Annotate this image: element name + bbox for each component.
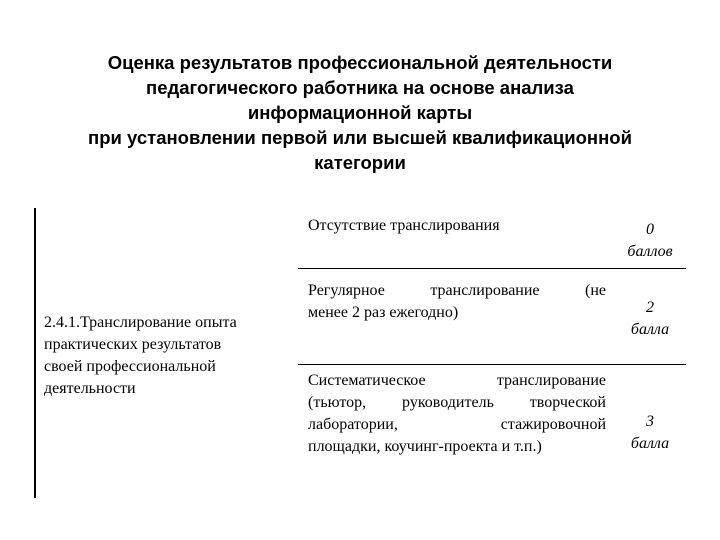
- score-value: 3: [646, 413, 654, 430]
- score-unit: балла: [630, 435, 670, 452]
- criterion-cell: [44, 312, 294, 400]
- criterion-line: 2.4.1.Транслирование опыта: [44, 314, 237, 331]
- description-line: лаборатории, стажировочной: [308, 416, 606, 433]
- row-description: [308, 370, 606, 458]
- row-description: [308, 215, 606, 237]
- page-title: [40, 50, 680, 175]
- row-score: [608, 297, 692, 341]
- row-score: [608, 219, 692, 263]
- title-line: информационной карты: [247, 102, 473, 123]
- criterion-line: практических результатов: [44, 336, 222, 353]
- description-line: менее 2 раз ежегодно): [308, 304, 459, 321]
- title-line: педагогического работника на основе анализа: [146, 77, 574, 98]
- row-score: [608, 411, 692, 455]
- description-line: Отсутствие транслирования: [308, 217, 500, 234]
- score-value: 2: [646, 299, 654, 316]
- criterion-line: своей профессиональной: [44, 358, 216, 375]
- table-left-border: [34, 208, 36, 498]
- title-line: при установлении первой или высшей квалификационной: [88, 127, 632, 148]
- description-line: (тьютор, руководитель творческой: [308, 394, 606, 411]
- description-line: Регулярное транслирование (не: [308, 282, 606, 299]
- description-line: площадки, коучинг-проекта и т.п.): [308, 438, 542, 455]
- row-description: [308, 280, 606, 324]
- description-line: Систематическое транслирование: [308, 372, 606, 389]
- score-unit: баллов: [627, 243, 673, 260]
- criterion-line: деятельности: [44, 380, 136, 397]
- row-divider: [298, 364, 686, 365]
- score-value: 0: [646, 221, 654, 238]
- title-line: категории: [314, 152, 406, 173]
- row-divider: [298, 268, 686, 269]
- score-unit: балла: [630, 321, 670, 338]
- title-line: Оценка результатов профессиональной деятельности: [107, 52, 613, 73]
